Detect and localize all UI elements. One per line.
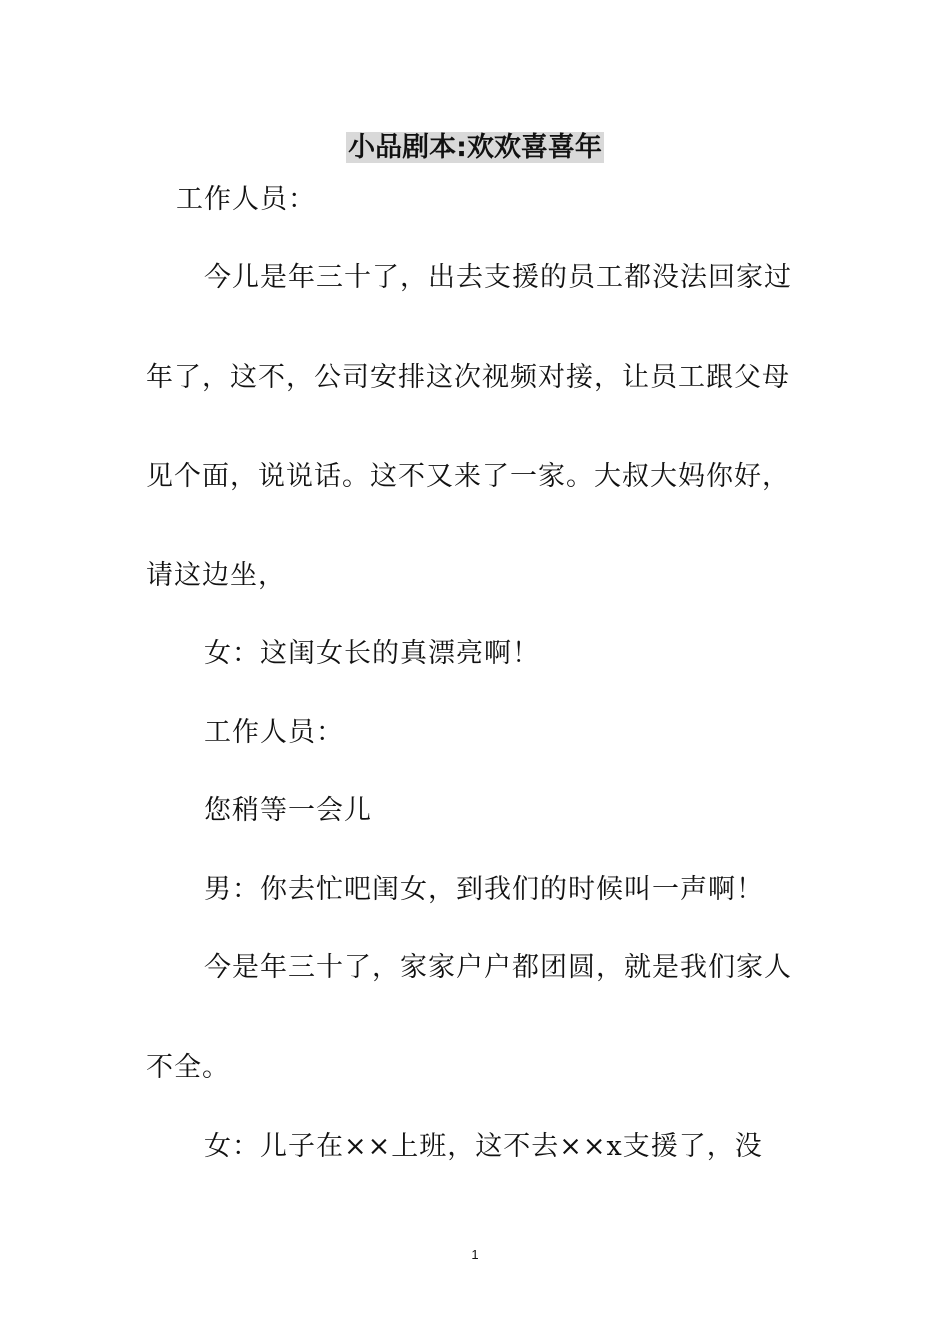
- document-title-text: 小品剧本:欢欢喜喜年: [348, 132, 602, 163]
- dialogue-line: 女：儿子在××上班，这不去××x支援了，没: [204, 1131, 763, 1162]
- paragraph-line: 今是年三十了，家家户户都团圆，就是我们家人: [204, 952, 792, 983]
- speaker-line: 工作人员：: [176, 184, 316, 215]
- paragraph-line: 见个面，说说话。这不又来了一家。大叔大妈你好，: [146, 461, 790, 492]
- paragraph-line: 今儿是年三十了，出去支援的员工都没法回家过: [204, 262, 792, 293]
- document-title: [0, 128, 950, 168]
- speaker-line: 工作人员：: [204, 717, 344, 748]
- page-number: 1: [471, 1247, 479, 1262]
- dialogue-line: 男：你去忙吧闺女，到我们的时候叫一声啊！: [204, 874, 764, 905]
- paragraph-line: 请这边坐，: [146, 560, 286, 591]
- paragraph-line: 不全。: [146, 1052, 230, 1083]
- dialogue-line: 您稍等一会儿: [204, 795, 372, 826]
- paragraph-line: 年了，这不，公司安排这次视频对接，让员工跟父母: [146, 362, 790, 393]
- dialogue-line: 女：这闺女长的真漂亮啊！: [204, 638, 540, 669]
